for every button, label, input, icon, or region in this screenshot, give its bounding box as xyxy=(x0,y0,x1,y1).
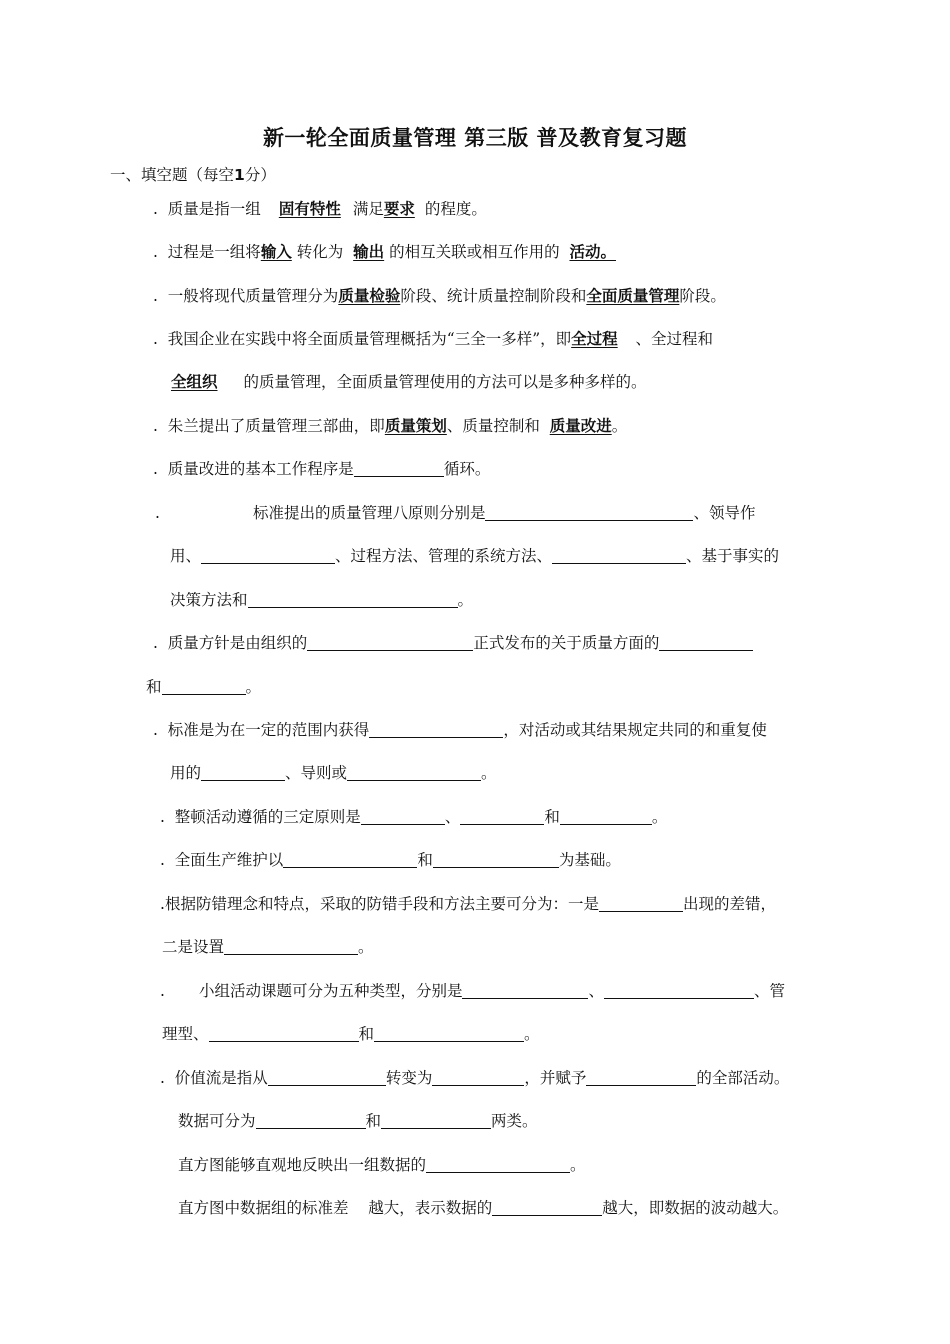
fill-blank[interactable] xyxy=(283,851,417,868)
fill-blank[interactable] xyxy=(659,634,753,651)
page-title: 新一轮全面质量管理 第三版 普及教育复习题 xyxy=(262,126,688,150)
fill-blank[interactable] xyxy=(552,547,686,564)
fill-blank[interactable] xyxy=(560,808,652,825)
question-14: . 价值流是指从 转变为 ，并赋予 的全部活动。 xyxy=(160,1069,790,1087)
question-9-cont: 用的 、导则或 。 xyxy=(170,764,497,782)
question-7: . 标准提出的质量管理八原则分别是 、领导作 xyxy=(155,504,756,522)
fill-blank[interactable] xyxy=(485,504,693,521)
fill-blank[interactable] xyxy=(201,764,285,781)
fill-blank[interactable] xyxy=(224,938,358,955)
question-10: . 整顿活动遵循的三定原则是 、 和 。 xyxy=(160,808,668,826)
question-13: . 小组活动课题可分为五种类型，分别是 、 、管 xyxy=(160,982,785,1000)
fill-blank[interactable] xyxy=(268,1069,386,1086)
question-12-cont: 二是设置 。 xyxy=(162,938,374,956)
fill-blank[interactable] xyxy=(381,1112,491,1129)
question-6: . 质量改进的基本工作程序是 循环。 xyxy=(153,460,491,478)
answer: 质量检验 xyxy=(338,287,401,305)
question-7-cont: 用、 、过程方法、管理的系统方法、 、基于事实的 xyxy=(170,547,780,565)
answer: 固有特性 xyxy=(278,200,341,218)
fill-blank[interactable] xyxy=(432,1069,524,1086)
fill-blank[interactable] xyxy=(162,678,246,695)
fill-blank[interactable] xyxy=(462,982,588,999)
fill-blank[interactable] xyxy=(586,1069,696,1086)
question-15: 数据可分为 和 两类。 xyxy=(178,1112,538,1130)
question-4: . 我国企业在实践中将全面质量管理概括为“三全一多样”，即全过程 、全过程和 xyxy=(153,330,714,348)
question-9: . 标准是为在一定的范围内获得 ，对活动或其结果规定共同的和重复使 xyxy=(153,721,767,739)
fill-blank[interactable] xyxy=(248,591,458,608)
question-12: .根据防错理念和特点，采取的防错手段和方法主要可分为：一是 出现的差错， xyxy=(160,895,776,913)
question-16: 直方图能够直观地反映出一组数据的 。 xyxy=(178,1156,586,1174)
answer: 全组织 xyxy=(171,373,218,391)
question-7-cont2: 决策方法和 。 xyxy=(170,591,474,609)
fill-blank[interactable] xyxy=(492,1199,602,1216)
fill-blank[interactable] xyxy=(426,1156,570,1173)
question-3: . 一般将现代质量管理分为质量检验阶段、统计质量控制阶段和全面质量管理阶段。 xyxy=(153,287,726,305)
answer: 输入 xyxy=(260,243,292,261)
question-11: . 全面生产维护以 和 为基础。 xyxy=(160,851,621,869)
question-4-cont: 全组织 的质量管理，全面质量管理使用的方法可以是多种多样的。 xyxy=(145,371,647,393)
question-8-cont: 和 。 xyxy=(146,678,262,696)
fill-blank[interactable] xyxy=(604,982,754,999)
section-heading: 一、填空题（每空1分） xyxy=(110,166,276,184)
fill-blank[interactable] xyxy=(361,808,445,825)
fill-blank[interactable] xyxy=(347,764,481,781)
fill-blank[interactable] xyxy=(433,851,559,868)
answer: 全过程 xyxy=(571,330,618,348)
question-2: . 过程是一组将输入 转化为 输出 的相互关联或相互作用的 活动。 xyxy=(153,243,616,261)
fill-blank[interactable] xyxy=(256,1112,366,1129)
question-13-cont: 理型、 和 。 xyxy=(162,1025,540,1043)
fill-blank[interactable] xyxy=(354,460,444,477)
answer: 质量策划 xyxy=(384,417,447,435)
fill-blank[interactable] xyxy=(307,634,473,651)
question-5: . 朱兰提出了质量管理三部曲，即质量策划、质量控制和 质量改进。 xyxy=(153,417,628,435)
answer: 全面质量管理 xyxy=(586,287,680,305)
fill-blank[interactable] xyxy=(209,1025,359,1042)
fill-blank[interactable] xyxy=(201,547,335,564)
fill-blank[interactable] xyxy=(374,1025,524,1042)
fill-blank[interactable] xyxy=(460,808,544,825)
fill-blank[interactable] xyxy=(599,895,683,912)
answer: 活动。 xyxy=(569,243,616,261)
question-17: 直方图中数据组的标准差 越大，表示数据的 越大，即数据的波动越大。 xyxy=(178,1199,789,1217)
answer: 质量改进 xyxy=(549,417,612,435)
fill-blank[interactable] xyxy=(369,721,503,738)
answer: 输出 xyxy=(353,243,385,261)
question-8: . 质量方针是由组织的 正式发布的关于质量方面的 xyxy=(153,632,753,654)
answer: 要求 xyxy=(383,200,415,218)
question-1: . 质量是指一组 固有特性 满足要求 的程度。 xyxy=(153,200,487,218)
